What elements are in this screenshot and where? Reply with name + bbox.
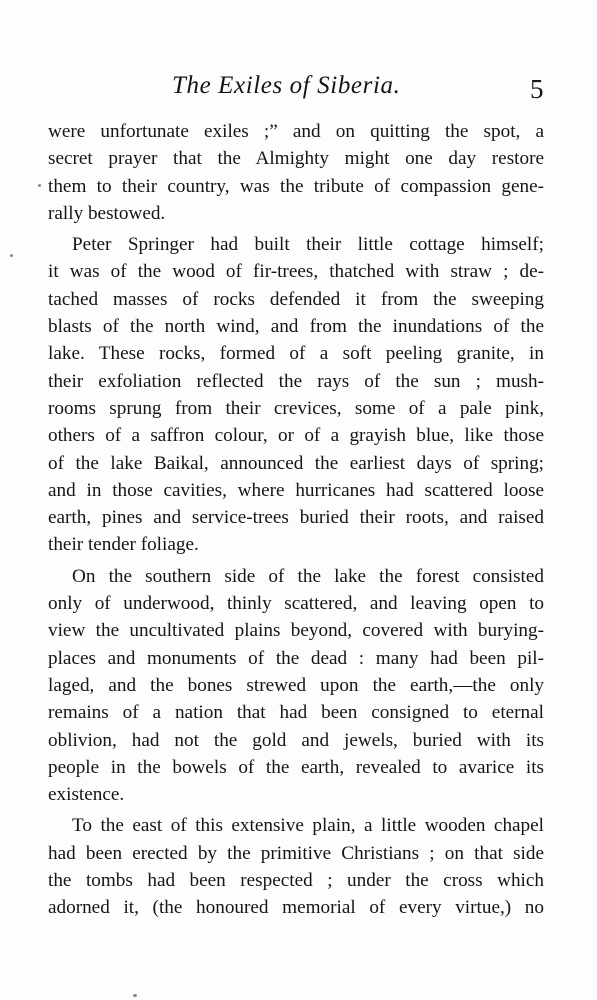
text-line: were unfortunate exiles ;” and on quitting the spot, a xyxy=(48,121,544,142)
text-line: remains of a nation that had been consigned to eternal xyxy=(48,702,544,724)
text-line: their tender foliage. xyxy=(48,534,199,556)
paragraph-3 xyxy=(48,563,544,809)
text-line: their exfoliation reflected the rays of the sun ; mush- xyxy=(48,370,544,392)
text-line: lake. These rocks, formed of a soft peeling granite, in xyxy=(48,343,544,365)
text-line: tached masses of rocks defended it from the sweeping xyxy=(48,288,544,310)
page-number: 5 xyxy=(530,74,544,104)
text-line: Peter Springer had built their little cottage himself; xyxy=(72,234,544,256)
text-line: view the uncultivated plains beyond, covered with burying- xyxy=(48,620,544,642)
text-line: and in those cavities, where hurricanes had scattered loose xyxy=(48,479,544,501)
print-speck xyxy=(133,994,137,997)
text-line: laged, and the bones strewed upon the earth,—the only xyxy=(48,674,544,696)
text-line: To the east of this extensive plain, a little wooden chapel xyxy=(72,815,544,837)
text-line: had been erected by the primitive Christians ; on that side xyxy=(48,842,544,864)
print-speck xyxy=(38,184,41,187)
running-title: The Exiles of Siberia. xyxy=(172,72,401,99)
text-line: of the lake Baikal, announced the earliest days of spring; xyxy=(48,452,544,474)
text-line: rooms sprung from their crevices, some of a pale pink, xyxy=(48,397,544,419)
text-line: existence. xyxy=(48,784,125,806)
text-line: only of underwood, thinly scattered, and leaving open to xyxy=(48,593,544,615)
text-line: oblivion, had not the gold and jewels, buried with its xyxy=(48,729,544,751)
text-line: blasts of the north wind, and from the inundations of the xyxy=(48,316,544,338)
page-header xyxy=(0,72,597,106)
print-speck xyxy=(10,254,13,257)
text-line: them to their country, was the tribute of compassion gene- xyxy=(48,175,544,197)
text-line: rally bestowed. xyxy=(48,202,166,224)
text-line: others of a saffron colour, or of a grayish blue, like those xyxy=(48,425,544,447)
text-line: it was of the wood of fir-trees, thatched with straw ; de- xyxy=(48,261,544,283)
text-line: people in the bowels of the earth, revealed to avarice its xyxy=(48,756,544,778)
text-line: the tombs had been respected ; under the cross which xyxy=(48,870,544,892)
text-line: earth, pines and service-trees buried their roots, and raised xyxy=(48,507,544,529)
text-line: places and monuments of the dead : many had been pil- xyxy=(48,647,544,669)
paragraph-1 xyxy=(48,118,544,227)
paragraph-2 xyxy=(48,231,544,559)
body-text xyxy=(48,118,544,922)
text-line: adorned it, (the honoured memorial of every virtue,) no xyxy=(48,897,544,919)
paragraph-4 xyxy=(48,812,544,921)
text-line: secret prayer that the Almighty might one day restore xyxy=(48,148,544,170)
text-line: On the southern side of the lake the forest consisted xyxy=(72,565,544,587)
